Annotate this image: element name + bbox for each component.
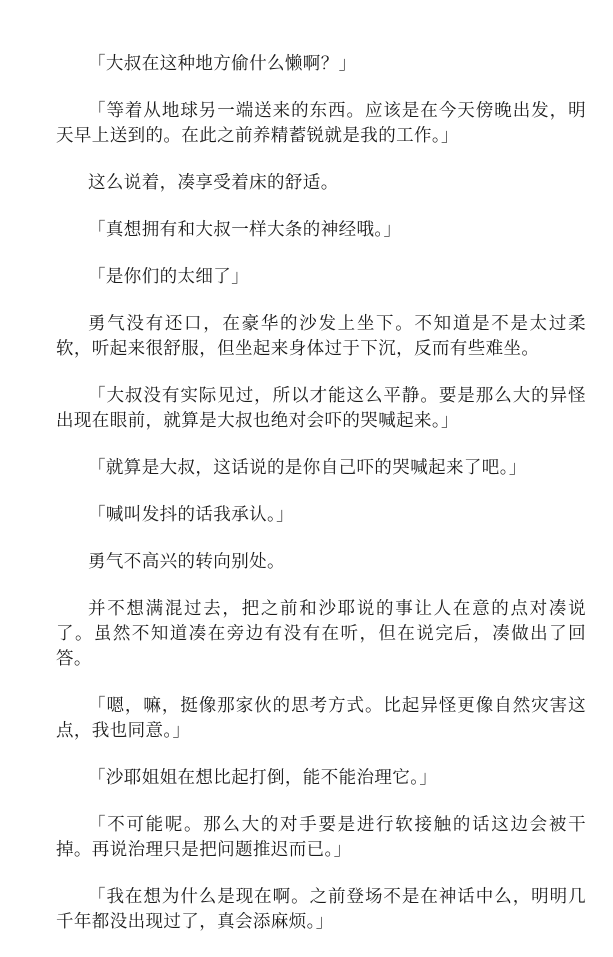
document-page (56, 52, 586, 957)
paragraph: 「就算是大叔，这话说的是你自己吓的哭喊起来了吧。」 (88, 458, 527, 478)
paragraph: 「沙耶姐姐在想比起打倒，能不能治理它。」 (88, 768, 438, 788)
paragraph: 「真想拥有和大叔一样大条的神经哦。」 (88, 220, 402, 240)
paragraph: 并不想满混过去，把之前和沙耶说的事让人在意的点对凑说了。虽然不知道凑在旁边有没有在听，但在说完后，凑做出了回答。 (56, 599, 586, 669)
paragraph: 这么说着，凑享受着床的舒适。 (88, 173, 339, 193)
paragraph: 「嗯，嘛，挺像那家伙的思考方式。比起异怪更像自然灾害这点，我也同意。」 (56, 696, 586, 741)
paragraph: 勇气没有还口，在豪华的沙发上坐下。不知道是不是太过柔软，听起来很舒服，但坐起来身体过于下沉，反而有些难坐。 (56, 314, 586, 359)
paragraph: 「等着从地球另一端送来的东西。应该是在今天傍晚出发，明天早上送到的。在此之前养精蓄锐就是我的工作。」 (56, 101, 586, 146)
paragraph: 「大叔没有实际见过，所以才能这么平静。要是那么大的异怪出现在眼前，就算是大叔也绝对会吓的哭喊起来。」 (56, 386, 586, 431)
paragraph: 「不可能呢。那么大的对手要是进行软接触的话这边会被干掉。再说治理只是把问题推迟而已。」 (56, 815, 586, 860)
paragraph: 「是你们的太细了」 (88, 267, 250, 287)
paragraph: 「喊叫发抖的话我承认。」 (88, 505, 295, 525)
paragraph: 勇气不高兴的转向别处。 (88, 552, 285, 572)
paragraph: 「我在想为什么是现在啊。之前登场不是在神话中么，明明几千年都没出现过了，真会添麻烦。」 (56, 887, 586, 932)
paragraph: 「大叔在这种地方偷什么懒啊？」 (88, 54, 357, 74)
